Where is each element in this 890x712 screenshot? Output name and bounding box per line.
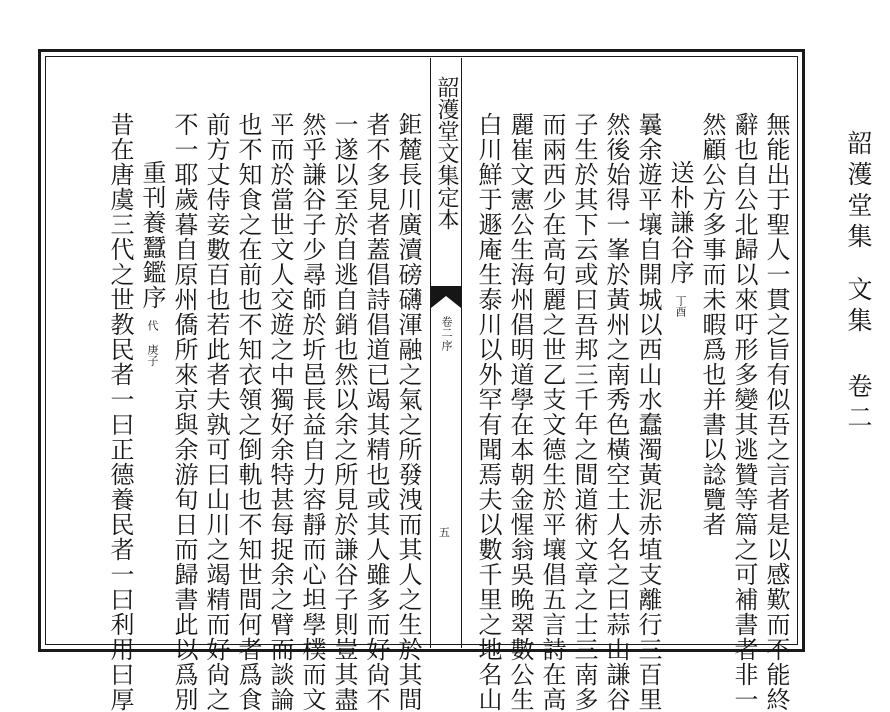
essay-date-note: 代 庚子 [146,320,159,366]
fishtail-mark-icon [431,286,461,308]
text-column: 者不多見者蓋倡詩倡道已竭其精也或其人雖多而好尙不 [362,112,390,712]
text-column: 白川鮮于遯庵生泰川以外罕有聞焉夫以數千里之地名山 [474,112,502,712]
running-head-book: 韶濩堂集 [844,130,873,254]
text-column: 也不知食之在前也不知衣領之倒軌也不知世間何者爲食 [234,112,262,712]
text-column: 然後始得一峯於黃州之南秀色橫空土人名之曰蒜山謙谷 [602,112,630,712]
text-column: 子生於其下云或曰吾邦三千年之間道術文章之士三南多 [570,112,598,712]
essay-date-note: 丁酉 [674,295,687,317]
text-column: 昔在唐虞三代之世教民者一曰正德養民者一曰利用曰厚 [106,112,134,712]
text-column: 而兩西少在高句麗之世乙支文德生於平壤倡五言詩在高 [538,112,566,712]
text-column: 一遂以至於自逃自銷也然以余之所見於謙谷子則豈其盡 [330,112,358,712]
page-number: 五 [439,526,450,539]
text-column: 曩余遊平壤自開城以西山水蠢濁黃泥赤埴支離行三百里 [634,112,662,712]
essay-title [136,160,168,366]
essay-title [664,160,696,317]
text-column: 鉅麓長川廣瀆磅礴渾融之氣之所發洩而其人之生於其間 [394,112,422,712]
text-column: 平而於當世文人交遊之中獨好余特甚每捉余之臂而談論 [266,112,294,712]
text-column: 不一耶歲暮自原州僑所來京與余游旬日而歸書此以爲別 [170,112,198,712]
text-column: 然顧公方多事而未暇爲也并書以諗覽者 [698,112,726,537]
page-frame [38,49,805,712]
running-head-volume: 文集 卷二 [844,276,873,435]
center-volume-label: 卷二 [440,316,453,338]
text-column: 然乎謙谷子少尋師於圻邑長益自力容靜而心坦學樸而文 [298,112,326,712]
center-section-label: 序 [440,340,453,351]
text-column: 前方丈侍妾數百也若此者夫孰可曰山川之竭精而好尙之 [202,112,230,712]
text-column: 無能出于聖人一貫之旨有似吾之言者是以感歎而不能終 [762,112,790,712]
center-book-title: 韶濩堂文集定本 [434,76,459,230]
essay-title-text: 送朴謙谷序 [666,160,694,285]
text-column: 辭也自公北歸以來吁形多變其逃贊等篇之可補書者非一 [730,112,758,712]
running-head [840,130,876,435]
essay-title-text: 重刊養蠶鑑序 [138,160,166,310]
center-fold-strip [430,58,462,648]
text-column: 麗崔文憲公生海州倡明道學在本朝金惺翁吳晩翠數公生 [506,112,534,712]
